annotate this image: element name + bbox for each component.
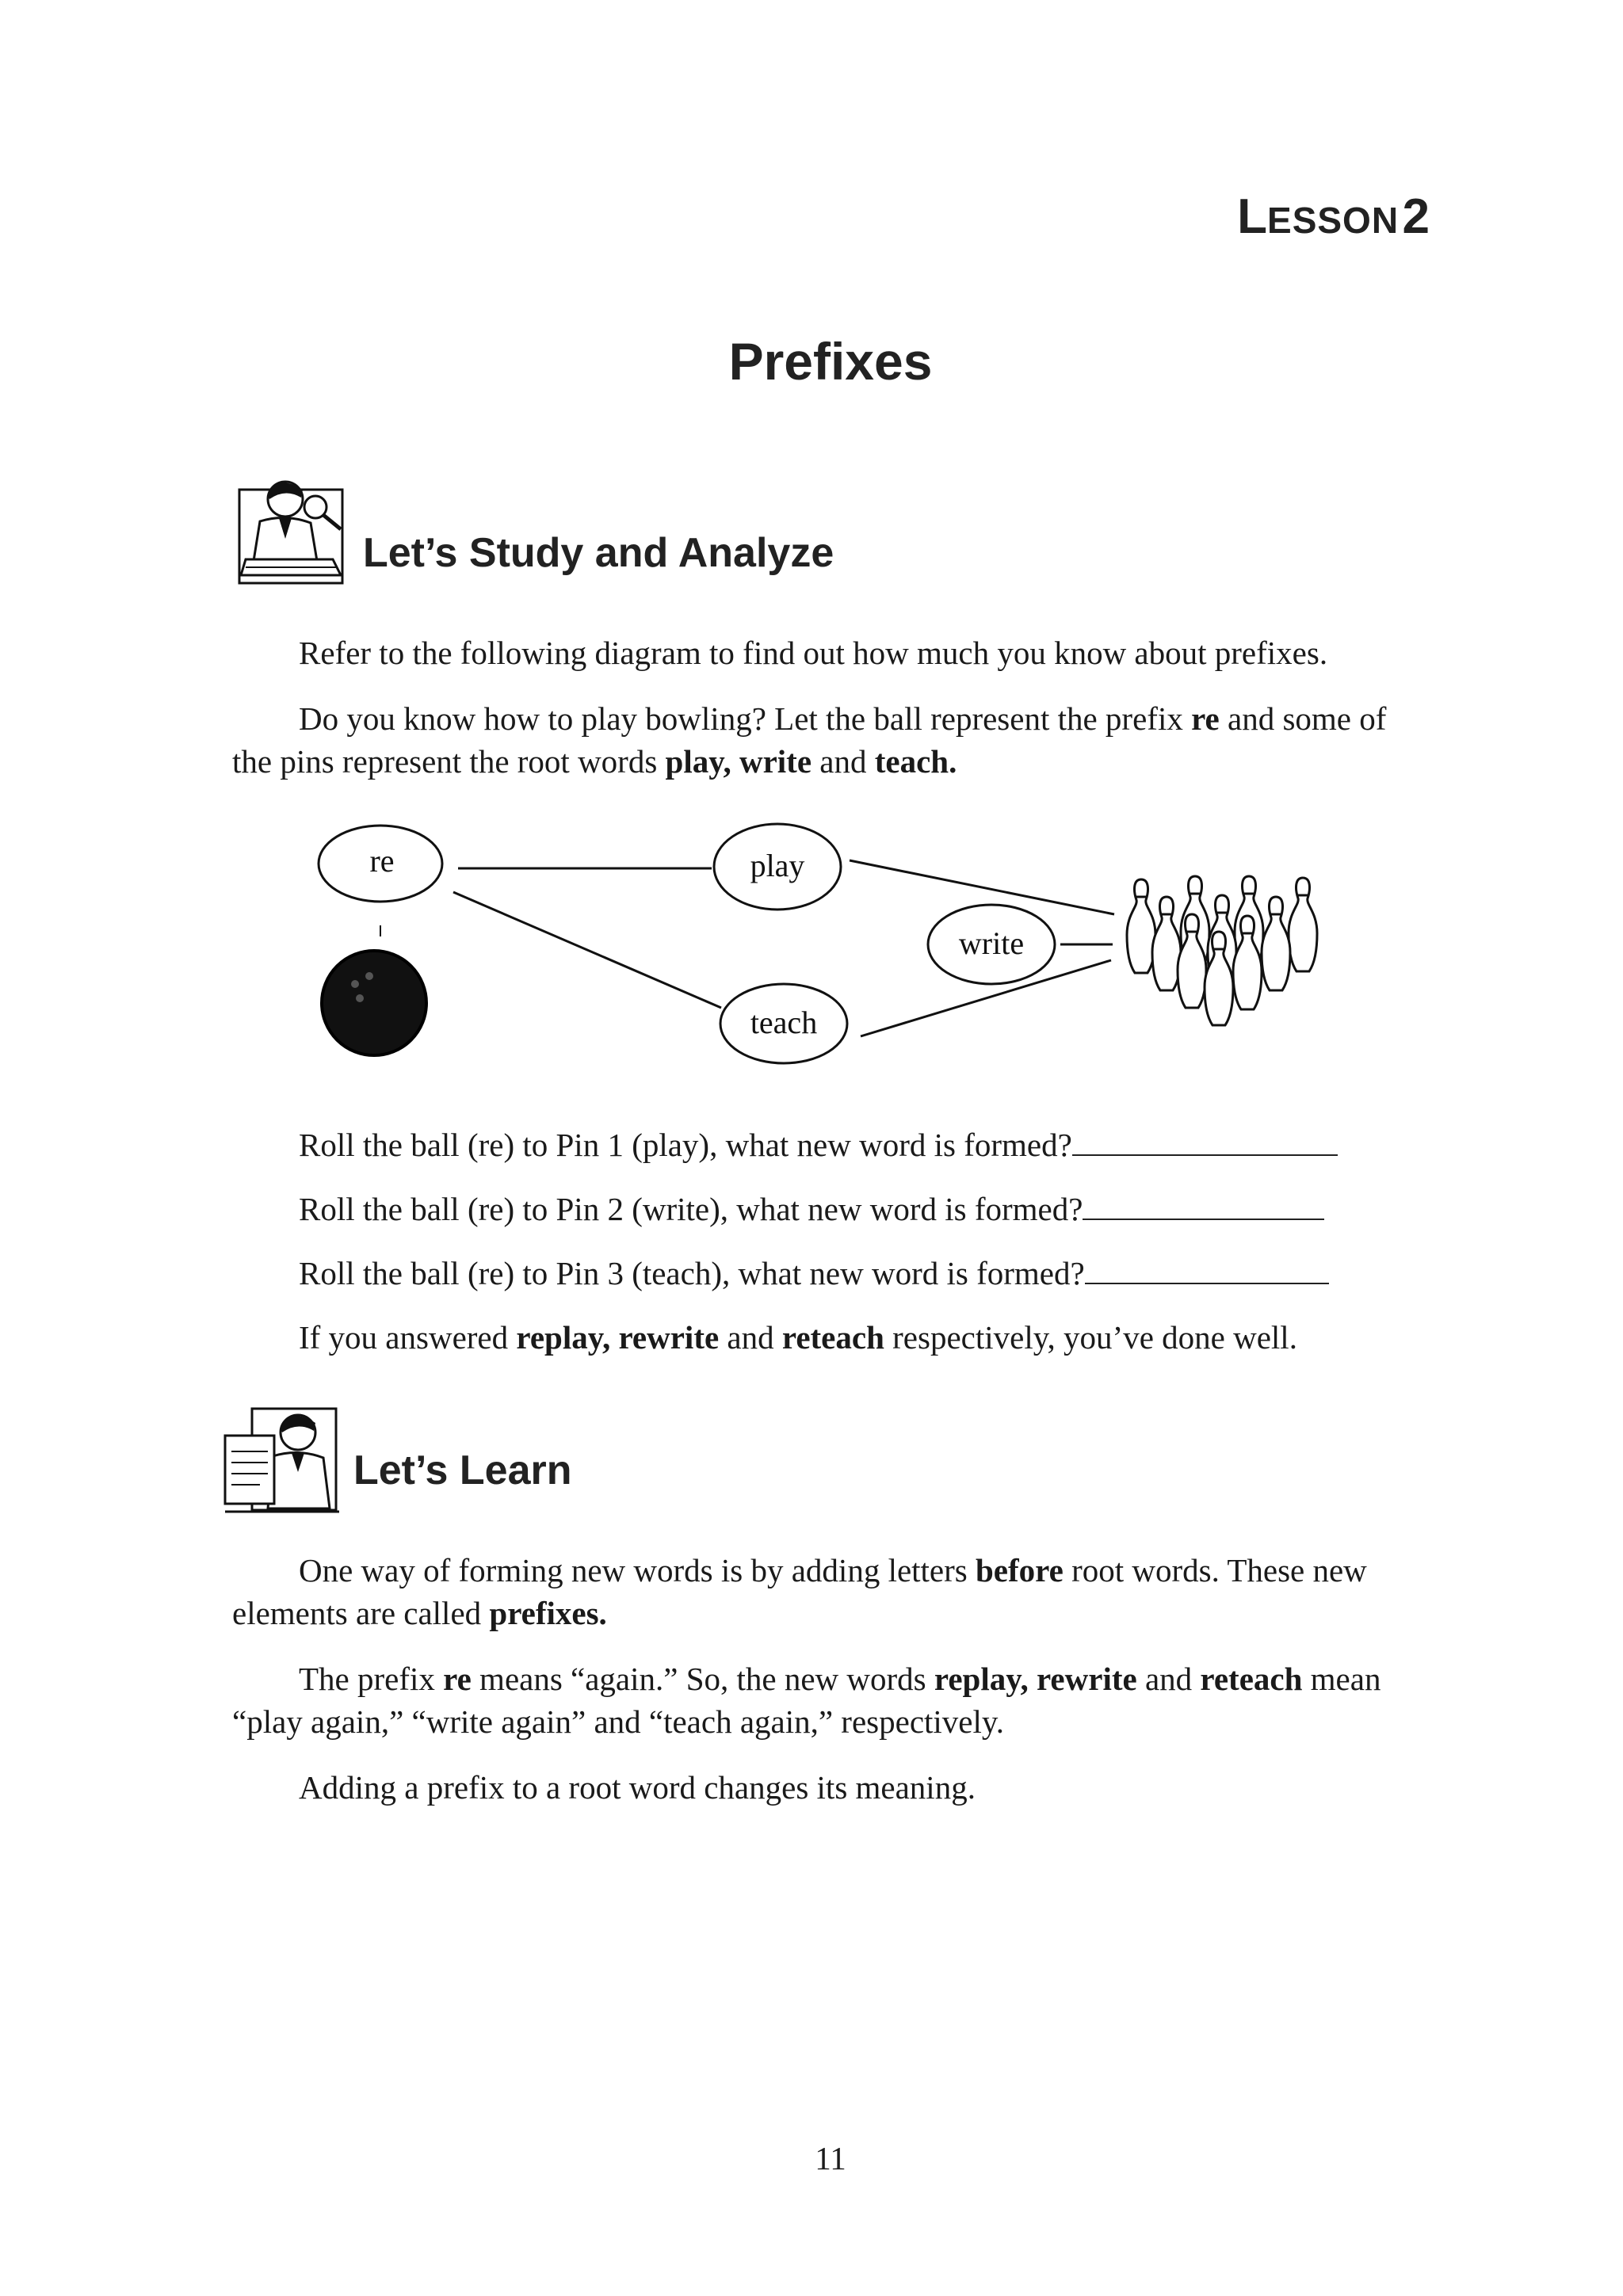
learn-p1-text-1: One way of forming new words is by adding letters [299,1552,976,1589]
learn-p2-bold-1: re [443,1661,472,1697]
feedback-text-3: respectively, you’ve done well. [884,1319,1297,1356]
answer-blank-3[interactable] [1085,1276,1329,1284]
prefix-diagram [301,808,1347,1070]
lesson-number: 2 [1402,189,1430,244]
study-p1-text: Refer to the following diagram to find out how much you know about prefixes. [299,635,1328,671]
node-teach-label: teach [750,1005,818,1040]
study-p2-bold-2: play, write [665,743,812,780]
node-write-label: write [958,925,1025,961]
lesson-cap: L [1237,189,1268,244]
feedback-text-2: and [719,1319,782,1356]
learn-paragraph-1 [232,1549,1430,1634]
study-paragraph-2 [232,697,1430,783]
study-paragraph-1 [232,631,1430,674]
learn-p2-bold-2: replay, rewrite [934,1661,1137,1697]
question-2-text: Roll the ball (re) to Pin 2 (write), what new word is formed? [299,1191,1083,1227]
learn-p2-bold-3: reteach [1200,1661,1303,1697]
studying-boy-icon [230,466,353,593]
learn-p2-text-3: and [1136,1661,1201,1697]
learn-paragraph-3 [232,1766,1430,1809]
feedback-bold-2: reteach [781,1319,884,1356]
page-title: Prefixes [728,332,933,391]
bowling-pins-icon [1127,876,1317,1025]
study-p2-text-3: and [812,743,875,780]
feedback-line [299,1318,1297,1356]
feedback-text-1: If you answered [299,1319,517,1356]
feedback-bold-1: replay, rewrite [516,1319,720,1356]
study-heading: Let’s Study and Analyze [363,530,834,576]
learn-p1-text-2: root words. These new elements are called [232,1552,1367,1631]
learn-p3-text: Adding a prefix to a root word changes its meaning. [299,1769,976,1806]
question-3 [299,1254,1329,1292]
answer-blank-1[interactable] [1072,1148,1338,1156]
lesson-label [1237,189,1430,245]
boy-holding-paper-icon [220,1404,343,1516]
question-2 [299,1190,1324,1228]
learn-p2-text-4: mean “play again,” “write again” and “teach again,” respectively. [232,1661,1381,1740]
study-p2-bold-3: teach. [874,743,957,780]
learn-p1-bold-1: before [976,1552,1064,1589]
study-p2-text-1: Do you know how to play bowling? Let the ball represent the prefix [299,700,1192,737]
learn-p2-text-1: The prefix [299,1661,444,1697]
learn-p2-text-2: means “again.” So, the new words [471,1661,934,1697]
connector-re-teach [453,892,721,1008]
node-play-label: play [750,848,805,883]
question-1 [299,1126,1338,1164]
learn-p1-bold-2: prefixes. [489,1595,607,1631]
node-re-label: re [369,843,395,879]
answer-blank-2[interactable] [1083,1212,1324,1220]
bowling-ball-icon [322,951,426,1055]
question-1-text: Roll the ball (re) to Pin 1 (play), what new word is formed? [299,1127,1072,1163]
study-p2-bold-1: re [1191,700,1220,737]
page-number: 11 [815,2140,846,2176]
learn-heading: Let’s Learn [353,1447,572,1493]
study-p2-text-2: and some of the pins represent the root words [232,700,1387,780]
lesson-small: ESSON [1267,200,1400,241]
learn-paragraph-2 [232,1657,1430,1743]
question-3-text: Roll the ball (re) to Pin 3 (teach), what new word is formed? [299,1255,1085,1291]
